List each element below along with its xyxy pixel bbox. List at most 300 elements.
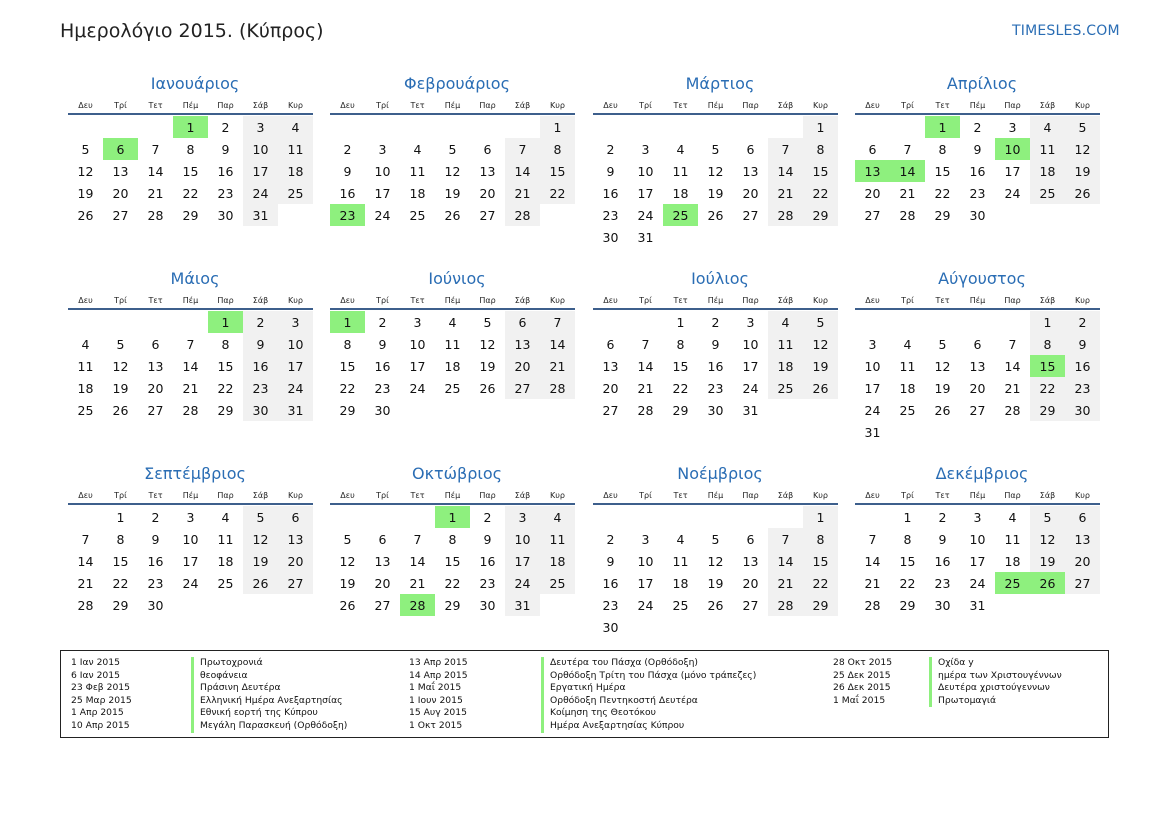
day-cell: 6 <box>505 311 540 333</box>
day-cell: 11 <box>1004 531 1021 547</box>
day-cell: 16 <box>217 163 234 179</box>
day-cell: 3 <box>973 509 982 525</box>
day-cell: 11 <box>899 358 916 374</box>
day-cell: 29 <box>217 402 234 418</box>
legend-date: 1 Ιαν 2015 <box>71 657 120 668</box>
day-cell: 4 <box>221 509 230 525</box>
day-cell: 21 <box>182 380 199 396</box>
day-cell: 25 <box>899 402 916 418</box>
day-cell: 2 <box>973 119 982 135</box>
day-cell: 7 <box>641 336 650 352</box>
empty-cell <box>68 311 103 333</box>
month-calendar <box>330 464 576 616</box>
day-cell: 20 <box>479 185 496 201</box>
weekday-label: Κυρ <box>550 491 565 500</box>
day-cell: 22 <box>444 575 461 591</box>
day-cell: 20 <box>864 185 881 201</box>
weekday-label: Παρ <box>217 101 234 110</box>
day-cell: 25 <box>444 380 461 396</box>
weekday-label: Τετ <box>935 296 950 305</box>
day-cell: 14 <box>637 358 654 374</box>
legend-holiday-name: Πρωτομαγιά <box>929 695 1062 708</box>
weekday-label: Πέμ <box>182 101 199 110</box>
holiday-day: 23 <box>330 204 365 226</box>
day-cell: 23 <box>707 380 724 396</box>
day-cell: 30 <box>602 229 619 245</box>
weekday-label: Τρί <box>639 491 652 500</box>
month-name: Μάρτιος <box>685 74 755 93</box>
weekday-label: Δευ <box>340 491 355 500</box>
empty-cell <box>995 311 1030 333</box>
weekday-label: Τρί <box>376 101 389 110</box>
day-cell: 16 <box>374 358 391 374</box>
day-cell: 30 <box>374 402 391 418</box>
day-cell: 22 <box>803 572 838 594</box>
day-cell: 6 <box>973 336 982 352</box>
day-cell: 11 <box>1030 138 1065 160</box>
day-cell: 14 <box>540 333 575 355</box>
header-rule <box>68 308 313 310</box>
holiday-day: 26 <box>1030 572 1065 594</box>
empty-cell <box>890 311 925 333</box>
day-cell: 8 <box>676 336 685 352</box>
day-cell: 9 <box>378 336 387 352</box>
day-cell: 13 <box>278 528 313 550</box>
legend-date: 14 Απρ 2015 <box>409 669 468 681</box>
day-cell: 28 <box>77 597 94 613</box>
day-cell: 31 <box>637 229 654 245</box>
day-cell: 12 <box>1065 138 1100 160</box>
day-cell: 12 <box>112 358 129 374</box>
legend-date: 25 Δεκ 2015 <box>833 669 891 681</box>
day-cell: 10 <box>637 553 654 569</box>
weekday-header <box>330 294 576 308</box>
empty-cell <box>173 311 208 333</box>
empty-cell <box>138 311 173 333</box>
empty-cell <box>330 116 365 138</box>
day-cell: 4 <box>278 116 313 138</box>
holiday-day: 14 <box>890 160 925 182</box>
day-cell: 1 <box>116 509 125 525</box>
day-cell: 24 <box>374 207 391 223</box>
legend-date: 28 Οκτ 2015 <box>833 657 893 668</box>
day-cell: 21 <box>147 185 164 201</box>
day-cell: 25 <box>768 377 803 399</box>
weekday-label: Δευ <box>340 101 355 110</box>
day-cell: 1 <box>903 509 912 525</box>
day-cell: 11 <box>217 531 234 547</box>
day-cell: 18 <box>77 380 94 396</box>
day-cell: 9 <box>243 333 278 355</box>
day-cell: 9 <box>973 141 982 157</box>
day-cell: 10 <box>637 163 654 179</box>
day-cell: 31 <box>969 597 986 613</box>
day-cell: 19 <box>444 185 461 201</box>
day-cell: 4 <box>903 336 912 352</box>
weekday-header <box>593 489 839 503</box>
day-cell: 17 <box>278 355 313 377</box>
day-cell: 15 <box>339 358 356 374</box>
day-cell: 29 <box>1030 399 1065 421</box>
day-cell: 13 <box>602 358 619 374</box>
day-cell: 8 <box>938 141 947 157</box>
day-cell: 22 <box>540 182 575 204</box>
day-cell: 14 <box>864 553 881 569</box>
weekday-label: Πέμ <box>182 296 199 305</box>
empty-cell <box>103 116 138 138</box>
day-cell: 12 <box>339 553 356 569</box>
day-cell: 19 <box>707 185 724 201</box>
day-cell: 5 <box>711 141 720 157</box>
weekday-header <box>68 489 314 503</box>
empty-cell <box>593 116 628 138</box>
day-cell: 19 <box>339 575 356 591</box>
day-cell: 25 <box>540 572 575 594</box>
holiday-day: 25 <box>995 572 1030 594</box>
day-cell: 21 <box>637 380 654 396</box>
day-cell: 2 <box>606 141 615 157</box>
day-cell: 29 <box>182 207 199 223</box>
legend-holiday-name: Κοίμηση της Θεοτόκου <box>541 707 756 720</box>
day-cell: 17 <box>1004 163 1021 179</box>
header-rule <box>593 503 838 505</box>
day-cell: 16 <box>602 185 619 201</box>
day-grid <box>68 311 314 421</box>
day-cell: 12 <box>77 163 94 179</box>
day-cell: 7 <box>1008 336 1017 352</box>
weekday-label: Τετ <box>148 101 163 110</box>
day-cell: 26 <box>479 380 496 396</box>
day-cell: 18 <box>444 358 461 374</box>
day-cell: 24 <box>409 380 426 396</box>
holiday-day: 13 <box>855 160 890 182</box>
day-cell: 20 <box>602 380 619 396</box>
weekday-header <box>855 99 1101 113</box>
weekday-label: Κυρ <box>1075 491 1090 500</box>
weekday-label: Πέμ <box>182 491 199 500</box>
day-cell: 20 <box>147 380 164 396</box>
day-cell: 28 <box>899 207 916 223</box>
day-cell: 31 <box>742 402 759 418</box>
day-cell: 18 <box>409 185 426 201</box>
weekday-header <box>68 294 314 308</box>
day-cell: 28 <box>768 204 803 226</box>
day-cell: 17 <box>182 553 199 569</box>
month-name: Φεβρουάριος <box>404 74 510 93</box>
weekday-label: Τρί <box>639 101 652 110</box>
day-cell: 13 <box>742 553 759 569</box>
day-cell: 16 <box>147 553 164 569</box>
day-cell: 28 <box>505 204 540 226</box>
day-cell: 8 <box>803 528 838 550</box>
weekday-label: Κυρ <box>550 101 565 110</box>
weekday-label: Σάβ <box>1039 296 1056 305</box>
day-grid <box>68 506 314 616</box>
weekday-label: Τρί <box>376 296 389 305</box>
month-name: Δεκέμβριος <box>935 464 1029 483</box>
weekday-label: Πέμ <box>969 491 986 500</box>
day-cell: 11 <box>672 553 689 569</box>
legend-holiday-name: Δευτέρα του Πάσχα (Ορθόδοξη) <box>541 657 756 670</box>
day-cell: 15 <box>540 160 575 182</box>
legend-dates-col-1 <box>71 657 132 733</box>
day-cell: 12 <box>479 336 496 352</box>
weekday-label: Πέμ <box>969 296 986 305</box>
day-cell: 18 <box>672 185 689 201</box>
day-cell: 2 <box>343 141 352 157</box>
day-cell: 4 <box>413 141 422 157</box>
day-cell: 14 <box>768 160 803 182</box>
day-cell: 7 <box>81 531 90 547</box>
day-cell: 26 <box>112 402 129 418</box>
day-cell: 15 <box>899 553 916 569</box>
day-cell: 14 <box>409 553 426 569</box>
day-cell: 9 <box>606 553 615 569</box>
day-cell: 31 <box>864 424 881 440</box>
weekday-label: Τετ <box>410 296 425 305</box>
day-cell: 20 <box>742 575 759 591</box>
empty-cell <box>593 311 628 333</box>
month-calendar <box>593 269 839 421</box>
legend-date: 1 Μαΐ 2015 <box>409 682 462 694</box>
day-cell: 30 <box>1065 399 1100 421</box>
day-cell: 30 <box>217 207 234 223</box>
weekday-label: Σάβ <box>1039 101 1056 110</box>
day-cell: 3 <box>413 314 422 330</box>
day-cell: 9 <box>938 531 947 547</box>
weekday-label: Κυρ <box>1075 296 1090 305</box>
day-cell: 12 <box>803 333 838 355</box>
day-cell: 23 <box>217 185 234 201</box>
weekday-label: Παρ <box>217 491 234 500</box>
header-rule <box>855 113 1100 115</box>
day-cell: 22 <box>803 182 838 204</box>
empty-cell <box>628 116 663 138</box>
legend-names-col-2 <box>541 657 756 733</box>
month-calendar <box>855 74 1101 226</box>
day-cell: 15 <box>444 553 461 569</box>
day-cell: 2 <box>221 119 230 135</box>
empty-cell <box>330 506 365 528</box>
weekday-label: Πέμ <box>707 296 724 305</box>
day-cell: 10 <box>505 528 540 550</box>
empty-cell <box>733 116 768 138</box>
weekday-label: Δευ <box>865 296 880 305</box>
holiday-day: 1 <box>173 116 208 138</box>
day-cell: 23 <box>602 207 619 223</box>
weekday-label: Τετ <box>673 296 688 305</box>
day-cell: 17 <box>637 575 654 591</box>
legend-holiday-name: Ορθόδοξη Πεντηκοστή Δευτέρα <box>541 695 756 708</box>
day-cell: 4 <box>1008 509 1017 525</box>
day-cell: 17 <box>637 185 654 201</box>
empty-cell <box>698 116 733 138</box>
day-cell: 16 <box>339 185 356 201</box>
header-rule <box>855 503 1100 505</box>
day-cell: 25 <box>278 182 313 204</box>
day-cell: 7 <box>540 311 575 333</box>
day-cell: 5 <box>448 141 457 157</box>
weekday-label: Πέμ <box>444 491 461 500</box>
day-cell: 30 <box>479 597 496 613</box>
weekday-label: Κυρ <box>288 491 303 500</box>
day-cell: 23 <box>243 377 278 399</box>
day-cell: 22 <box>1030 377 1065 399</box>
day-cell: 15 <box>182 163 199 179</box>
day-cell: 31 <box>278 399 313 421</box>
day-cell: 7 <box>768 528 803 550</box>
day-cell: 23 <box>479 575 496 591</box>
day-cell: 15 <box>672 358 689 374</box>
day-cell: 3 <box>278 311 313 333</box>
day-cell: 10 <box>243 138 278 160</box>
empty-cell <box>733 506 768 528</box>
day-grid <box>855 506 1101 616</box>
day-cell: 8 <box>186 141 195 157</box>
day-cell: 3 <box>378 141 387 157</box>
day-cell: 11 <box>409 163 426 179</box>
day-grid <box>593 506 839 638</box>
day-cell: 17 <box>969 553 986 569</box>
weekday-label: Τετ <box>935 491 950 500</box>
day-grid <box>593 311 839 421</box>
day-cell: 16 <box>602 575 619 591</box>
day-cell: 3 <box>641 531 650 547</box>
legend-holiday-name: ημέρα των Χριστουγέννων <box>929 670 1062 683</box>
day-cell: 5 <box>711 531 720 547</box>
weekday-label: Παρ <box>479 101 496 110</box>
weekday-label: Παρ <box>742 296 759 305</box>
day-cell: 27 <box>278 572 313 594</box>
header-rule <box>593 308 838 310</box>
day-cell: 16 <box>969 163 986 179</box>
empty-cell <box>768 506 803 528</box>
day-cell: 9 <box>483 531 492 547</box>
day-cell: 21 <box>768 182 803 204</box>
empty-cell <box>628 311 663 333</box>
day-cell: 14 <box>768 550 803 572</box>
day-cell: 1 <box>676 314 685 330</box>
weekday-label: Τρί <box>901 101 914 110</box>
day-cell: 11 <box>768 333 803 355</box>
day-cell: 27 <box>602 402 619 418</box>
weekday-header <box>330 99 576 113</box>
empty-cell <box>470 116 505 138</box>
day-cell: 22 <box>112 575 129 591</box>
day-cell: 11 <box>540 528 575 550</box>
day-grid <box>855 311 1101 443</box>
day-cell: 2 <box>151 509 160 525</box>
legend-holiday-name: Ημέρα Ανεξαρτησίας Κύπρου <box>541 720 756 733</box>
day-cell: 15 <box>112 553 129 569</box>
day-cell: 13 <box>112 163 129 179</box>
day-cell: 23 <box>602 597 619 613</box>
day-cell: 17 <box>864 380 881 396</box>
day-cell: 1 <box>1030 311 1065 333</box>
legend-date: 23 Φεβ 2015 <box>71 682 130 694</box>
day-cell: 3 <box>868 336 877 352</box>
weekday-label: Τρί <box>114 296 127 305</box>
day-cell: 6 <box>868 141 877 157</box>
weekday-label: Τρί <box>114 491 127 500</box>
empty-cell <box>435 116 470 138</box>
empty-cell <box>663 116 698 138</box>
day-cell: 7 <box>868 531 877 547</box>
day-cell: 26 <box>707 597 724 613</box>
day-cell: 10 <box>742 336 759 352</box>
day-cell: 28 <box>864 597 881 613</box>
weekday-header <box>593 294 839 308</box>
weekday-label: Τετ <box>673 491 688 500</box>
weekday-label: Κυρ <box>1075 101 1090 110</box>
day-cell: 31 <box>505 594 540 616</box>
day-cell: 27 <box>742 207 759 223</box>
month-name: Μάιος <box>170 269 220 288</box>
day-cell: 6 <box>483 141 492 157</box>
legend-date: 10 Απρ 2015 <box>71 719 130 731</box>
day-cell: 14 <box>77 553 94 569</box>
day-grid <box>593 116 839 248</box>
legend-date: 1 Οκτ 2015 <box>409 719 463 731</box>
weekday-label: Σάβ <box>777 296 794 305</box>
legend-date: 1 Ιουν 2015 <box>409 694 463 706</box>
day-cell: 3 <box>186 509 195 525</box>
day-cell: 20 <box>505 355 540 377</box>
month-calendar <box>68 74 314 226</box>
day-cell: 29 <box>444 597 461 613</box>
weekday-label: Πέμ <box>707 101 724 110</box>
empty-cell <box>855 506 890 528</box>
weekday-label: Σάβ <box>514 296 531 305</box>
day-cell: 18 <box>672 575 689 591</box>
day-cell: 5 <box>343 531 352 547</box>
weekday-header <box>593 99 839 113</box>
day-cell: 22 <box>899 575 916 591</box>
empty-cell <box>768 116 803 138</box>
empty-cell <box>400 116 435 138</box>
month-calendar <box>593 74 839 248</box>
day-cell: 5 <box>1030 506 1065 528</box>
day-cell: 7 <box>186 336 195 352</box>
day-cell: 29 <box>803 204 838 226</box>
day-cell: 5 <box>483 314 492 330</box>
day-cell: 29 <box>672 402 689 418</box>
weekday-label: Τετ <box>673 101 688 110</box>
day-cell: 20 <box>969 380 986 396</box>
weekday-label: Σάβ <box>252 296 269 305</box>
day-cell: 21 <box>1004 380 1021 396</box>
weekday-label: Δευ <box>78 491 93 500</box>
day-cell: 16 <box>479 553 496 569</box>
weekday-label: Σάβ <box>777 101 794 110</box>
legend-holiday-name: Πρωτοχρονιά <box>191 657 347 670</box>
weekday-label: Τετ <box>148 491 163 500</box>
weekday-label: Παρ <box>1004 101 1021 110</box>
day-cell: 13 <box>374 553 391 569</box>
brand-link[interactable]: TIMESLES.COM <box>1012 23 1120 39</box>
weekday-label: Παρ <box>742 101 759 110</box>
day-cell: 12 <box>444 163 461 179</box>
weekday-label: Σάβ <box>252 101 269 110</box>
legend-dates-col-2 <box>409 657 468 733</box>
day-cell: 3 <box>243 116 278 138</box>
empty-cell <box>68 506 103 528</box>
day-cell: 10 <box>374 163 391 179</box>
day-cell: 27 <box>374 597 391 613</box>
day-cell: 30 <box>707 402 724 418</box>
day-cell: 24 <box>182 575 199 591</box>
day-cell: 27 <box>1065 572 1100 594</box>
